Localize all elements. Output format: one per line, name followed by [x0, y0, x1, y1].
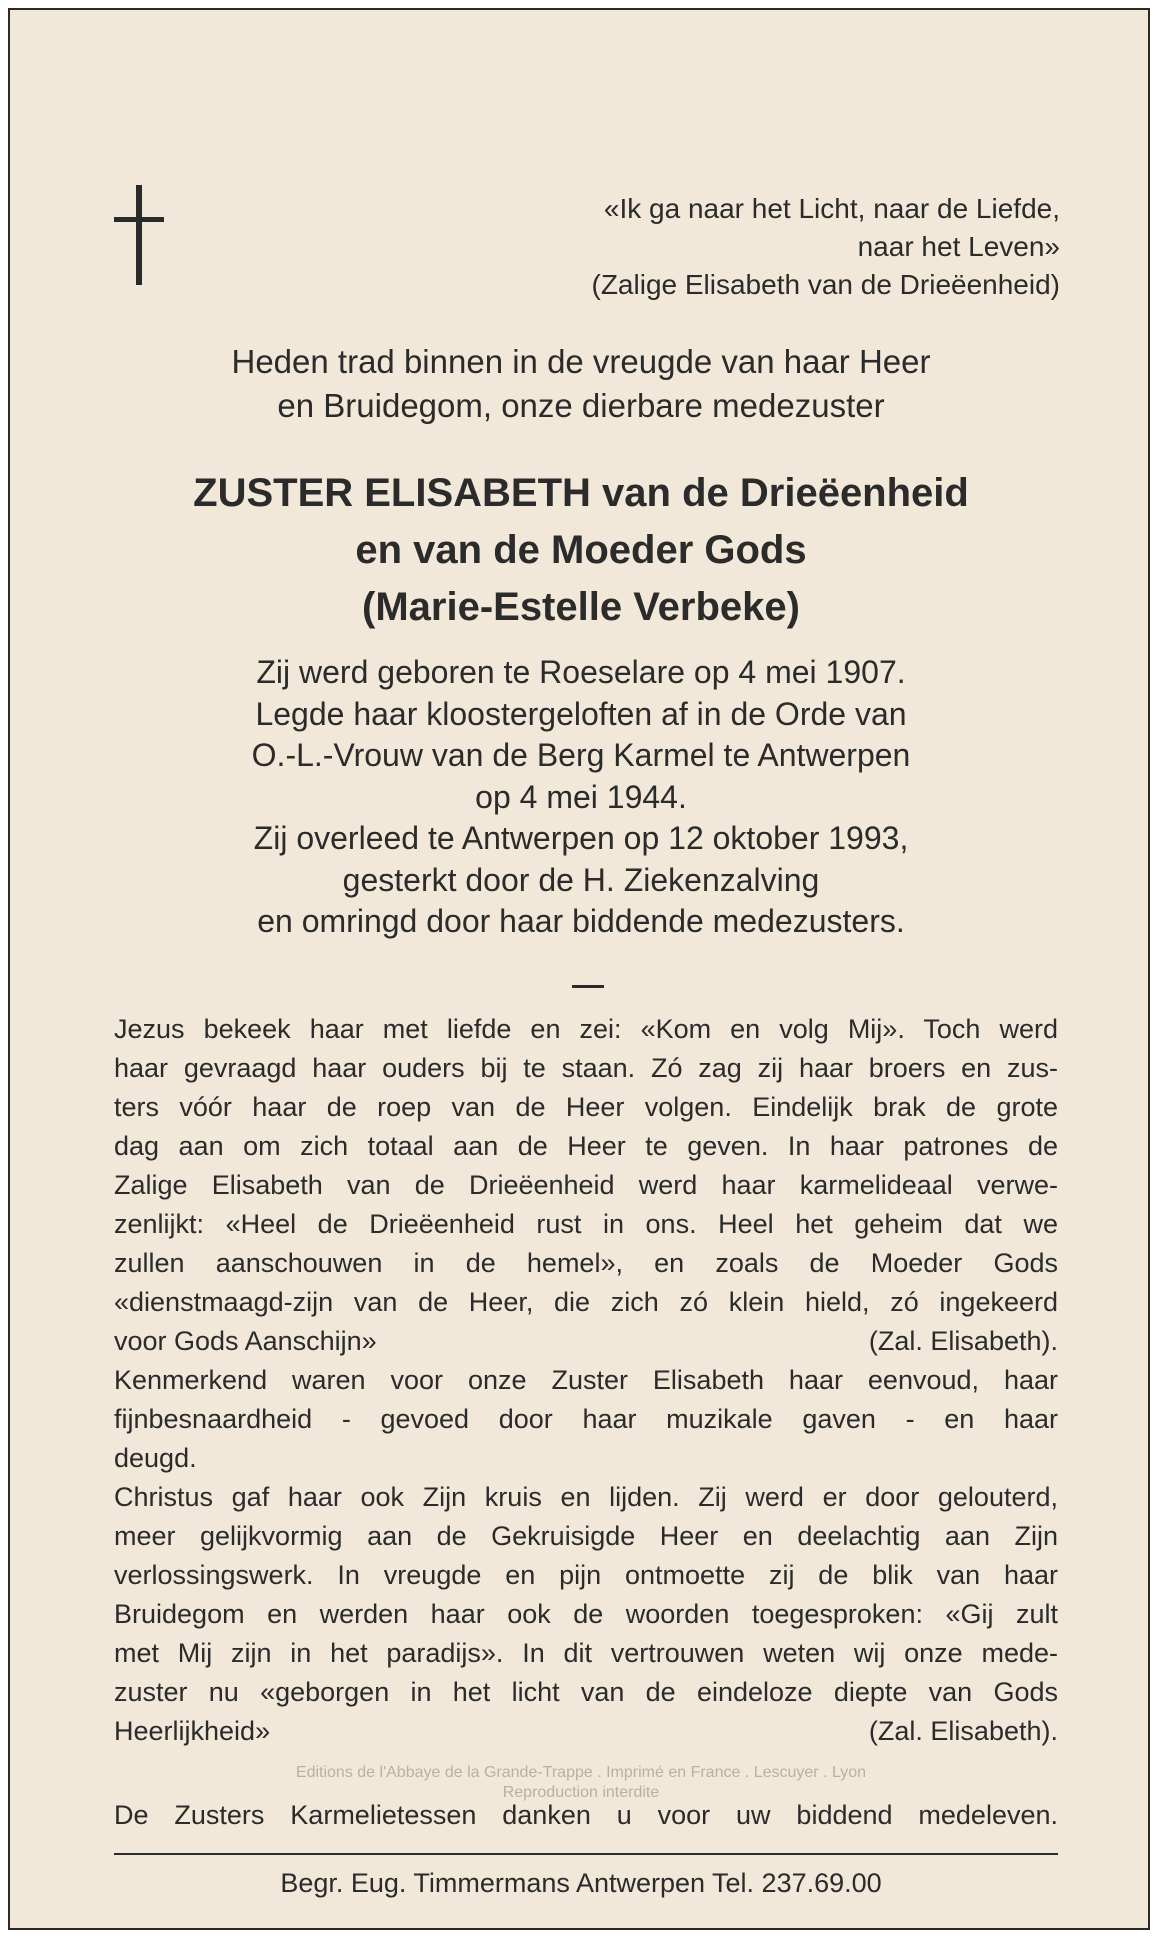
- quote-line: «Ik ga naar het Licht, naar de Liefde,: [603, 193, 1060, 224]
- tribute-line: Zalige Elisabeth van de Drieëenheid werd haar karmelideaal verwe-: [114, 1170, 1058, 1200]
- footer-rule: [114, 1853, 1058, 1855]
- intro-line: en Bruidegom, onze dierbare medezuster: [277, 387, 885, 424]
- closing-thanks: De Zusters Karmelietessen danken u voor uw biddend medeleven.: [114, 1800, 1058, 1830]
- undertaker-info: Begr. Eug. Timmermans Antwerpen Tel. 237.69.00: [280, 1868, 882, 1898]
- bio-line: Zij werd geboren te Roeselare op 4 mei 1907.: [256, 654, 906, 690]
- tribute-line: met Mij zijn in het paradijs». In dit vertrouwen weten wij onze mede-: [114, 1638, 1058, 1668]
- bio-line: op 4 mei 1944.: [475, 778, 687, 815]
- tribute-line: deugd.: [114, 1443, 197, 1473]
- tribute-line: zuster nu «geborgen in het licht van de eindeloze diepte van Gods: [114, 1677, 1058, 1707]
- tribute-line-text: voor Gods Aanschijn»: [114, 1326, 377, 1356]
- section-divider: [572, 985, 604, 988]
- tribute-line: ters vóór haar de roep van de Heer volgen. Eindelijk brak de grote: [114, 1092, 1058, 1122]
- tribute-line-text: Heerlijkheid»: [114, 1716, 271, 1746]
- bio-line: Legde haar kloostergeloften af in de Orde van: [255, 695, 907, 732]
- citation: (Zal. Elisabeth).: [868, 1716, 1058, 1746]
- imprint-line: Editions de l'Abbaye de la Grande-Trappe . Imprimé en France . Lescuyer . Lyon: [295, 1764, 867, 1781]
- tribute-line: Kenmerkend waren voor onze Zuster Elisabeth haar eenvoud, haar: [114, 1365, 1058, 1395]
- tribute-line: Jezus bekeek haar met liefde en zei: «Kom en volg Mij». Toch werd: [114, 1014, 1058, 1044]
- citation: (Zal. Elisabeth).: [868, 1326, 1058, 1356]
- bio-line: O.-L.-Vrouw van de Berg Karmel te Antwerpen: [251, 737, 911, 773]
- deceased-name: [10, 465, 1152, 636]
- name-line: ZUSTER ELISABETH van de Drieëenheid: [193, 471, 969, 515]
- quote-attribution: (Zalige Elisabeth van de Drieëenheid): [591, 269, 1060, 300]
- bio-line: gesterkt door de H. Ziekenzalving: [342, 861, 820, 898]
- tribute-line: zenlijkt: «Heel de Drieëenheid rust in ons. Heel het geheim dat we: [114, 1209, 1058, 1239]
- quote-line: naar het Leven»: [857, 231, 1060, 262]
- name-line: en van de Moeder Gods: [355, 528, 807, 572]
- memorial-card: [8, 8, 1150, 1930]
- tribute-line: zullen aanschouwen in de hemel», en zoals de Moeder Gods: [114, 1248, 1058, 1278]
- bio-line: en omringd door haar biddende medezusters.: [257, 903, 905, 939]
- tribute-line: Bruidegom en werden haar ook de woorden toegesproken: «Gij zult: [114, 1599, 1058, 1629]
- tribute-line: fijnbesnaardheid - gevoed door haar muzikale gaven - en haar: [114, 1404, 1058, 1434]
- cross-icon: [114, 185, 164, 285]
- imprint-line: Reproduction interdite: [502, 1784, 660, 1801]
- tribute-line: Christus gaf haar ook Zijn kruis en lijden. Zij werd er door gelouterd,: [114, 1482, 1058, 1512]
- epigraph-quote: [420, 190, 1060, 304]
- biography: [10, 652, 1152, 943]
- bio-line: Zij overleed te Antwerpen op 12 oktober 1993,: [253, 820, 909, 856]
- tribute-line: verlossingswerk. In vreugde en pijn ontmoette zij de blik van haar: [114, 1560, 1058, 1590]
- tribute-line: [114, 1322, 1058, 1361]
- tribute-line: [114, 1712, 1058, 1751]
- civil-name: (Marie-Estelle Verbeke): [362, 585, 800, 629]
- tribute-text: [114, 1010, 1058, 1751]
- intro-line: Heden trad binnen in de vreugde van haar Heer: [231, 343, 931, 380]
- tribute-line: haar gevraagd haar ouders bij te staan. Zó zag zij haar broers en zus-: [114, 1053, 1058, 1083]
- intro-text: [10, 340, 1152, 428]
- tribute-line: dag aan om zich totaal aan de Heer te geven. In haar patrones de: [114, 1131, 1058, 1161]
- tribute-line: meer gelijkvormig aan de Gekruisigde Heer en deelachtig aan Zijn: [114, 1521, 1058, 1551]
- tribute-line: «dienstmaagd-zijn van de Heer, die zich zó klein hield, zó ingekeerd: [114, 1287, 1058, 1317]
